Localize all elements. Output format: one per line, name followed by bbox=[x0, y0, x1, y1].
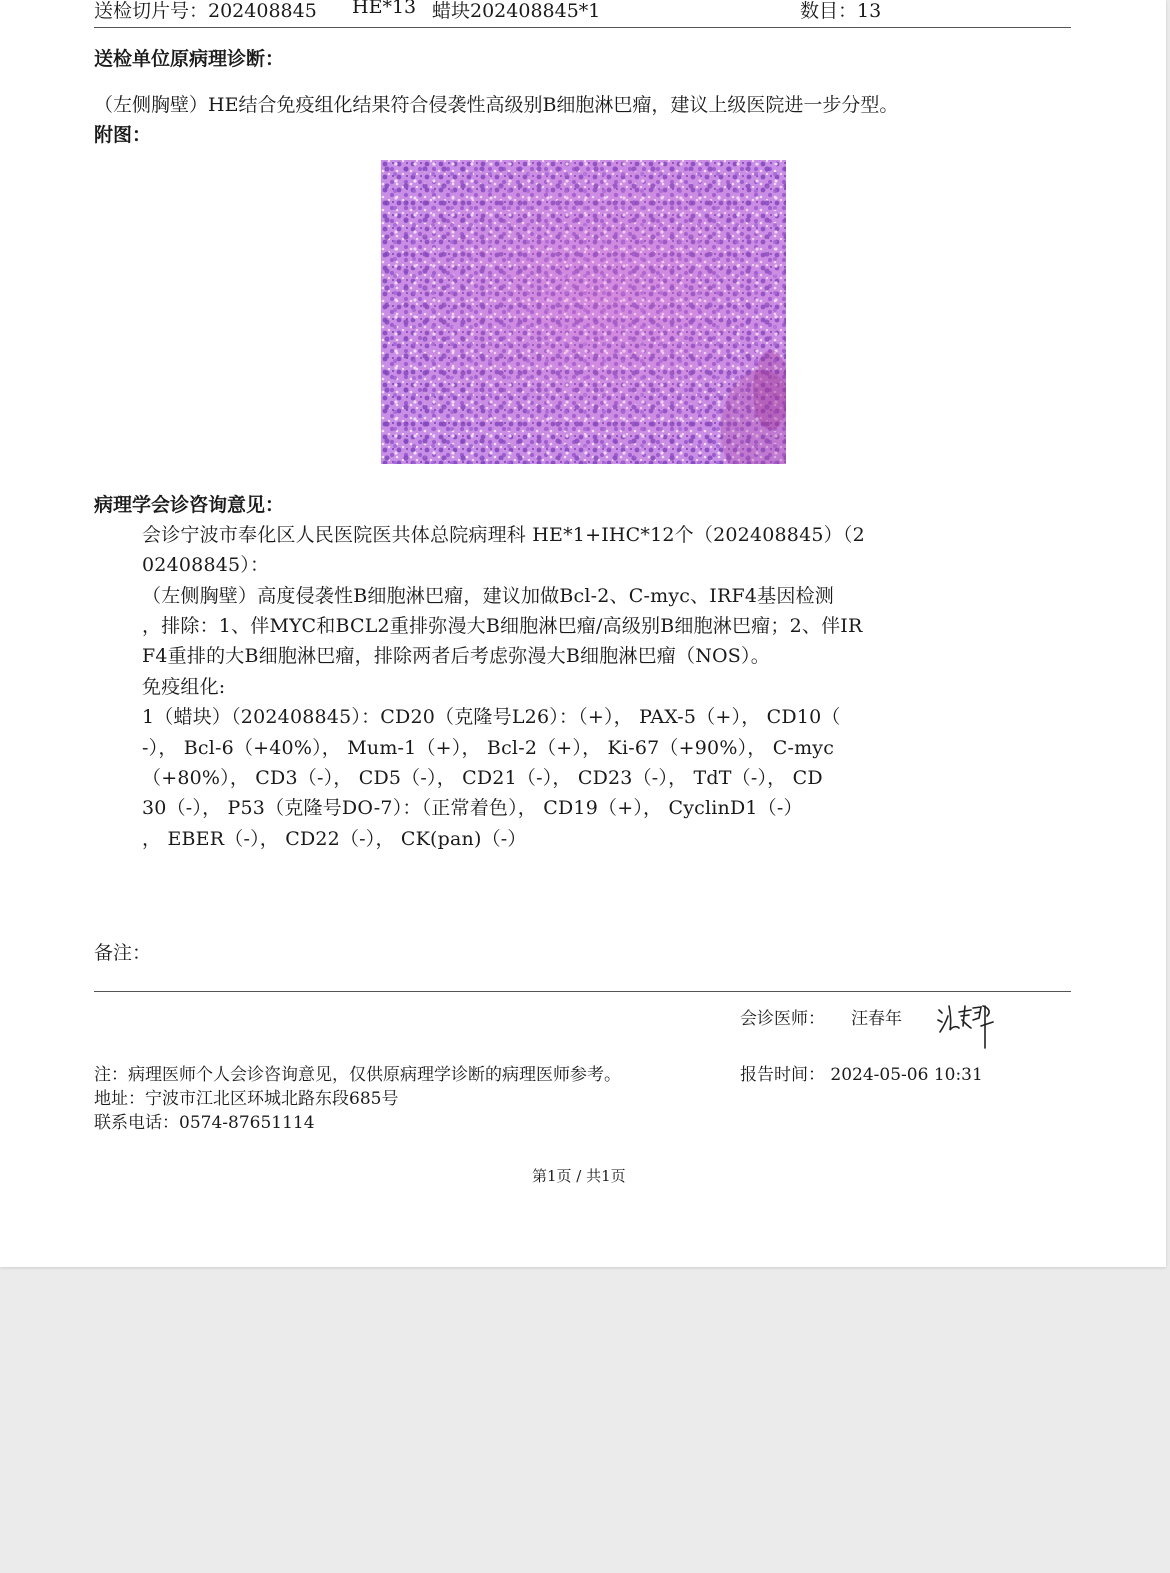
histology-image bbox=[381, 160, 786, 464]
consultation-title: 病理学会诊咨询意见： bbox=[94, 494, 285, 516]
doctor-name: 汪春年 bbox=[851, 1009, 902, 1029]
remarks-label: 备注： bbox=[94, 942, 152, 964]
address: 地址：宁波市江北区环城北路东段685号 bbox=[94, 1089, 399, 1109]
disclaimer: 注：病理医师个人会诊咨询意见，仅供原病理学诊断的病理医师参考。 bbox=[94, 1065, 621, 1085]
doctor-label: 会诊医师： bbox=[740, 1009, 825, 1029]
header-divider bbox=[94, 27, 1071, 28]
consultation-line: 会诊宁波市奉化区人民医院医共体总院病理科 HE*1+IHC*12个（202408845）（2 bbox=[142, 524, 865, 546]
footer-divider bbox=[94, 991, 1071, 992]
report-time: 报告时间： 2024-05-06 10:31 bbox=[740, 1065, 983, 1085]
ihc-line: ， EBER（-）， CD22（-）， CK(pan)（-） bbox=[142, 828, 527, 850]
consultation-line: ，排除：1、伴MYC和BCL2重排弥漫大B细胞淋巴瘤/高级别B细胞淋巴瘤；2、伴IR bbox=[142, 615, 863, 637]
he-count: HE*13 bbox=[352, 0, 417, 18]
phone: 联系电话：0574-87651114 bbox=[94, 1113, 315, 1133]
signature-image bbox=[935, 996, 999, 1052]
consultation-line: （左侧胸壁）高度侵袭性B细胞淋巴瘤，建议加做Bcl-2、C-myc、IRF4基因检测 bbox=[142, 585, 834, 607]
block-number: 蜡块202408845*1 bbox=[432, 0, 601, 22]
ihc-line: 1（蜡块）（202408845）：CD20（克隆号L26）：（+）， PAX-5（+）， CD10（ bbox=[142, 706, 841, 728]
ihc-line: -）， Bcl-6（+40%）， Mum-1（+）， Bcl-2（+）， Ki-67（+90%）， C-myc bbox=[142, 737, 835, 759]
original-diagnosis-text: （左侧胸壁）HE结合免疫组化结果符合侵袭性高级别B细胞淋巴瘤，建议上级医院进一步分型。 bbox=[94, 94, 899, 116]
attachment-title: 附图： bbox=[94, 124, 152, 146]
page-indicator: 第1页 / 共1页 bbox=[532, 1167, 626, 1185]
ihc-line: （+80%）， CD3（-）， CD5（-）， CD21（-）， CD23（-）， TdT（-）， CD bbox=[142, 767, 823, 789]
consultation-line: F4重排的大B细胞淋巴瘤，排除两者后考虑弥漫大B细胞淋巴瘤（NOS）。 bbox=[142, 645, 770, 667]
original-diagnosis-title: 送检单位原病理诊断： bbox=[94, 48, 285, 70]
slide-count: 数目：13 bbox=[800, 0, 882, 22]
ihc-heading: 免疫组化: bbox=[142, 676, 226, 698]
slide-number: 送检切片号：202408845 bbox=[94, 0, 317, 22]
ihc-line: 30（-）， P53（克隆号DO-7）：（正常着色）， CD19（+）， CyclinD1（-） bbox=[142, 797, 803, 819]
consultation-line: 02408845）： bbox=[142, 554, 270, 576]
